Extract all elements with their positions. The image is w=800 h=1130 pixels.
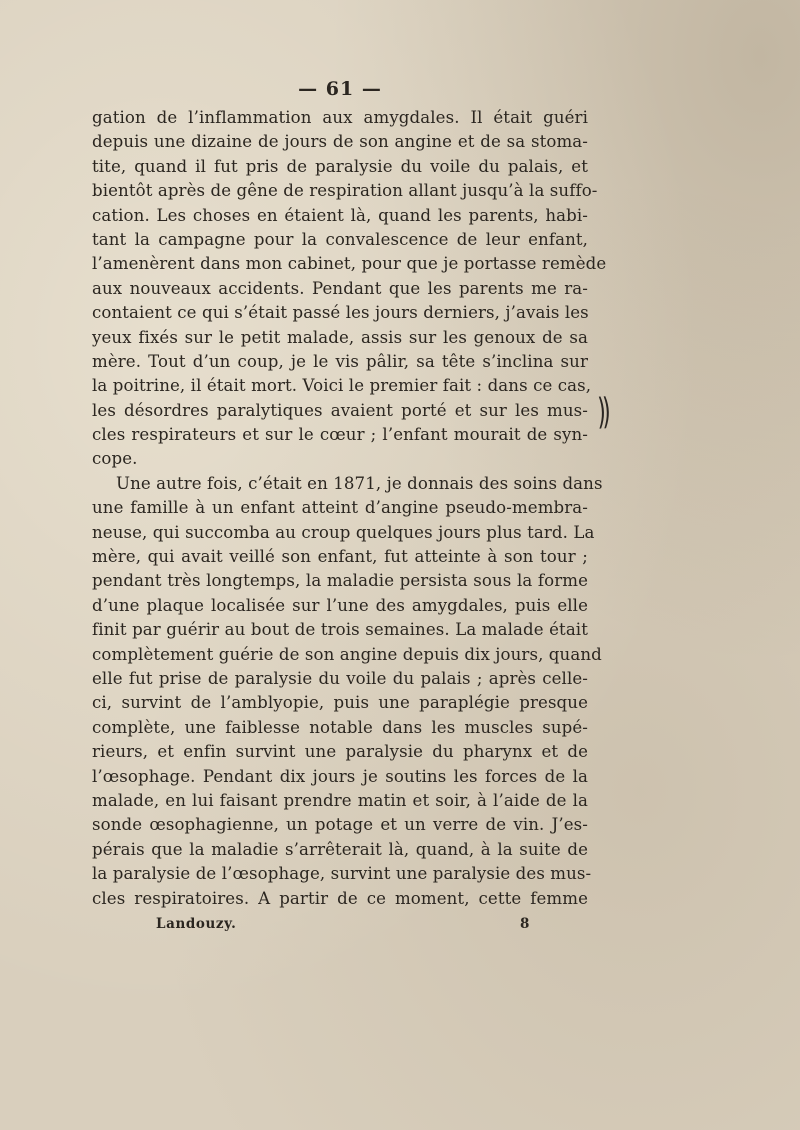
text-line: cles respirateurs et sur le cœur ; l’enfant mourait de syn- [92, 425, 588, 445]
text-line: d’une plaque localisée sur l’une des amygdales, puis elle [92, 595, 588, 615]
text-line: gation de l’inflammation aux amygdales. Il était guéri [92, 108, 588, 127]
text-line: yeux fixés sur le petit malade, assis sur les genoux de sa [92, 327, 588, 347]
text-line: pendant très longtemps, la maladie persista sous la forme [92, 571, 588, 591]
text-line: cope. [92, 449, 138, 469]
text-line: tant la campagne pour la convalescence de leur enfant, [92, 229, 588, 249]
text-line: complète, une faiblesse notable dans les muscles supé- [92, 717, 588, 737]
text-line: la paralysie de l’œsophage, survint une paralysie des mus- [92, 864, 592, 884]
text-line: la poitrine, il était mort. Voici le premier fait : dans ce cas, [92, 376, 592, 396]
text-line: bientôt après de gêne de respiration allant jusqu’à la suffo- [92, 181, 598, 201]
text-line: sonde œsophagienne, un potage et un verre de vin. J’es- [92, 815, 588, 835]
text-line: une famille à un enfant atteint d’angine pseudo-membra- [92, 498, 588, 518]
text-line: tite, quand il fut pris de paralysie du voile du palais, et [92, 156, 588, 176]
text-line: neuse, qui succomba au croup quelques jours plus tard. La [92, 522, 595, 542]
signature-mark: 8 [520, 916, 530, 932]
text-line: cation. Les choses en étaient là, quand les parents, habi- [92, 205, 588, 225]
text-line: pérais que la maladie s’arrêterait là, quand, à la suite de [92, 839, 588, 859]
footer-author: Landouzy. [156, 916, 237, 932]
text-line: complètement guérie de son angine depuis dix jours, quand [92, 644, 602, 664]
text-line: aux nouveaux accidents. Pendant que les parents me ra- [92, 278, 588, 298]
text-line: ci, survint de l’amblyopie, puis une paraplégie presque [92, 693, 588, 713]
body-text [92, 106, 607, 911]
text-line: Une autre fois, c’était en 1871, je donnais des soins dans [116, 473, 603, 493]
text-line: mère, qui avait veillé son enfant, fut atteinte à son tour ; [92, 547, 588, 567]
margin-annotation: )) [597, 391, 608, 433]
text-line: cles respiratoires. A partir de ce moment, cette femme [92, 888, 588, 908]
text-line: les désordres paralytiques avaient porté et sur les mus- [92, 400, 588, 420]
text-line: mère. Tout d’un coup, je le vis pâlir, sa tête s’inclina sur [92, 351, 588, 371]
text-line: rieurs, et enfin survint une paralysie du pharynx et de [92, 742, 588, 762]
text-line: l’amenèrent dans mon cabinet, pour que je portasse remède [92, 254, 607, 274]
text-line: contaient ce qui s’était passé les jours derniers, j’avais les [92, 303, 589, 323]
text-line: l’œsophage. Pendant dix jours je soutins les forces de la [92, 766, 588, 786]
page-number: — 61 — [298, 78, 382, 100]
text-line: malade, en lui faisant prendre matin et soir, à l’aide de la [92, 790, 588, 810]
text-line: finit par guérir au bout de trois semaines. La malade était [92, 620, 588, 640]
text-line: depuis une dizaine de jours de son angine et de sa stoma- [92, 132, 588, 152]
text-line: elle fut prise de paralysie du voile du palais ; après celle- [92, 668, 588, 688]
